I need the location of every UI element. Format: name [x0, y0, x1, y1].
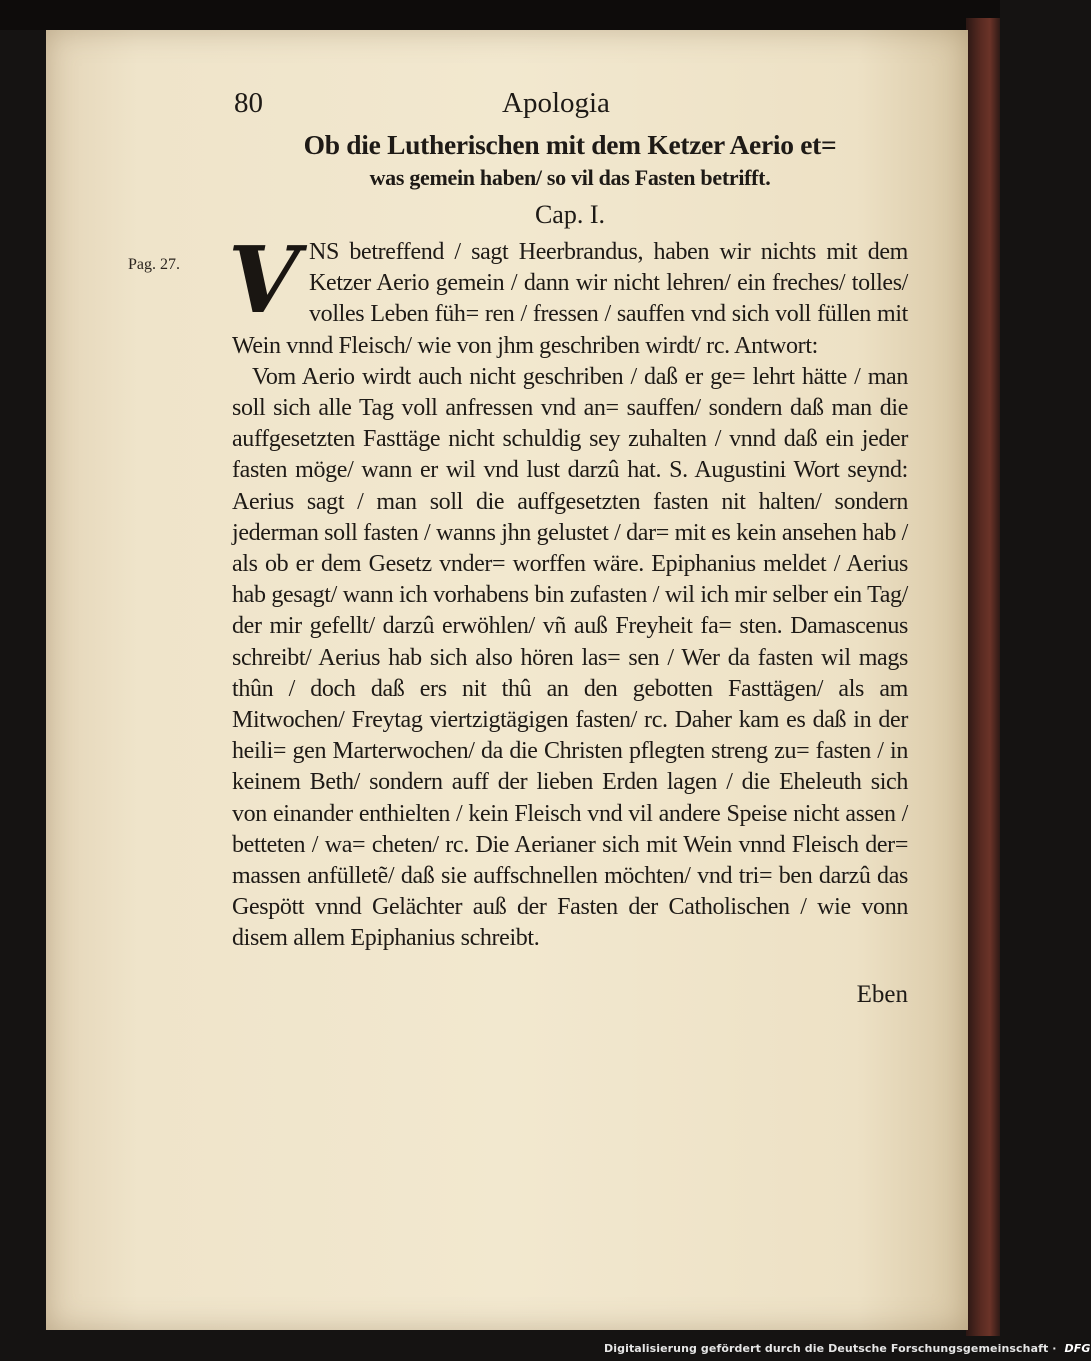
book-cover-edge — [966, 18, 1000, 1336]
paragraph-2: Vom Aerio wirdt auch nicht geschriben / daß er ge= lehrt hätte / man soll sich alle Tag voll anfressen vnd an= sauffen/ sondern daß man die auffgesetzten Fasttäge nicht schuldig sey zuhalten / vnnd daß ein jeder fasten möge/ wann er wil vnd lust darzû hat. S. Augustini Wort seynd: Aerius sagt / man soll die auffgesetzten fasten nit halten/ sondern jederman soll fasten / wanns jhn gelustet / dar= mit es kein ansehen hab / als ob er dem Gesetz vnder= worffen wäre. Epiphanius meldet / Aerius hab gesagt/ wann ich vorhabens bin zufasten / wil ich mir selber ein Tag/ der mir gefellt/ darzû erwöhlen/ vñ auß Freyheit fa= sten. Damascenus schreibt/ Aerius hab sich also hören las= sen / Wer da fasten wil mags thûn / doch daß ers nit thû an den gebotten Fasttägen/ als am Mitwochen/ Freytag viertzigtägigen fasten/ rc. Daher kam es daß in der heili= gen Marterwochen/ da die Christen pflegten streng zu= fasten / in keinem Beth/ sondern auff der lieben Erden lagen / die Eheleuth sich von einander enthielten / kein Fleisch vnd vil andere Speise nicht assen / betteten / wa= cheten/ rc. Die Aerianer sich mit Wein vnnd Fleisch der= massen anfülletẽ/ daß sie auffschnellen möchten/ vnd tri= ben darzû das Gespött vnnd Gelächter auß der Fasten der Catholischen / wie vonn disem allem Epiphanius schreibt. — [232, 363, 908, 952]
catchword: Eben — [856, 980, 908, 1008]
page-header — [232, 85, 908, 125]
chapter-number: Cap. I. — [534, 200, 606, 229]
digitization-note: Digitalisierung gefördert durch die Deutsche Forschungsgemeinschaft · — [604, 1342, 1057, 1355]
dfg-logo: DFG — [1064, 1342, 1091, 1355]
chapter-title-line-1: Ob die Lutherischen mit dem Ketzer Aerio et= — [303, 129, 837, 160]
page-text-block — [228, 85, 908, 1009]
chapter-title-line-2: was gemein haben/ so vil das Fasten betrifft. — [369, 165, 771, 190]
paragraph-1-text: NS betreffend / sagt Heerbrandus, haben wir nichts mit dem Ketzer Aerio gemein / dann wir nicht lehren/ ein freches/ tolles/ volles Leben füh= ren / fressen / sauffen vnd sich voll füllen mit Wein vnnd Fleisch/ wie von jhm geschriben wirdt/ rc. Antwort: — [232, 239, 908, 359]
scan-background-top — [0, 0, 1000, 30]
chapter-title — [232, 127, 908, 193]
margin-note: Pag. 27. — [128, 256, 180, 273]
digitization-footer — [604, 1342, 1091, 1355]
body-text — [228, 226, 908, 955]
decorated-initial: V — [228, 226, 300, 334]
paragraph-1 — [228, 226, 908, 362]
page-number: 80 — [234, 87, 263, 119]
running-head: Apologia — [502, 87, 610, 119]
